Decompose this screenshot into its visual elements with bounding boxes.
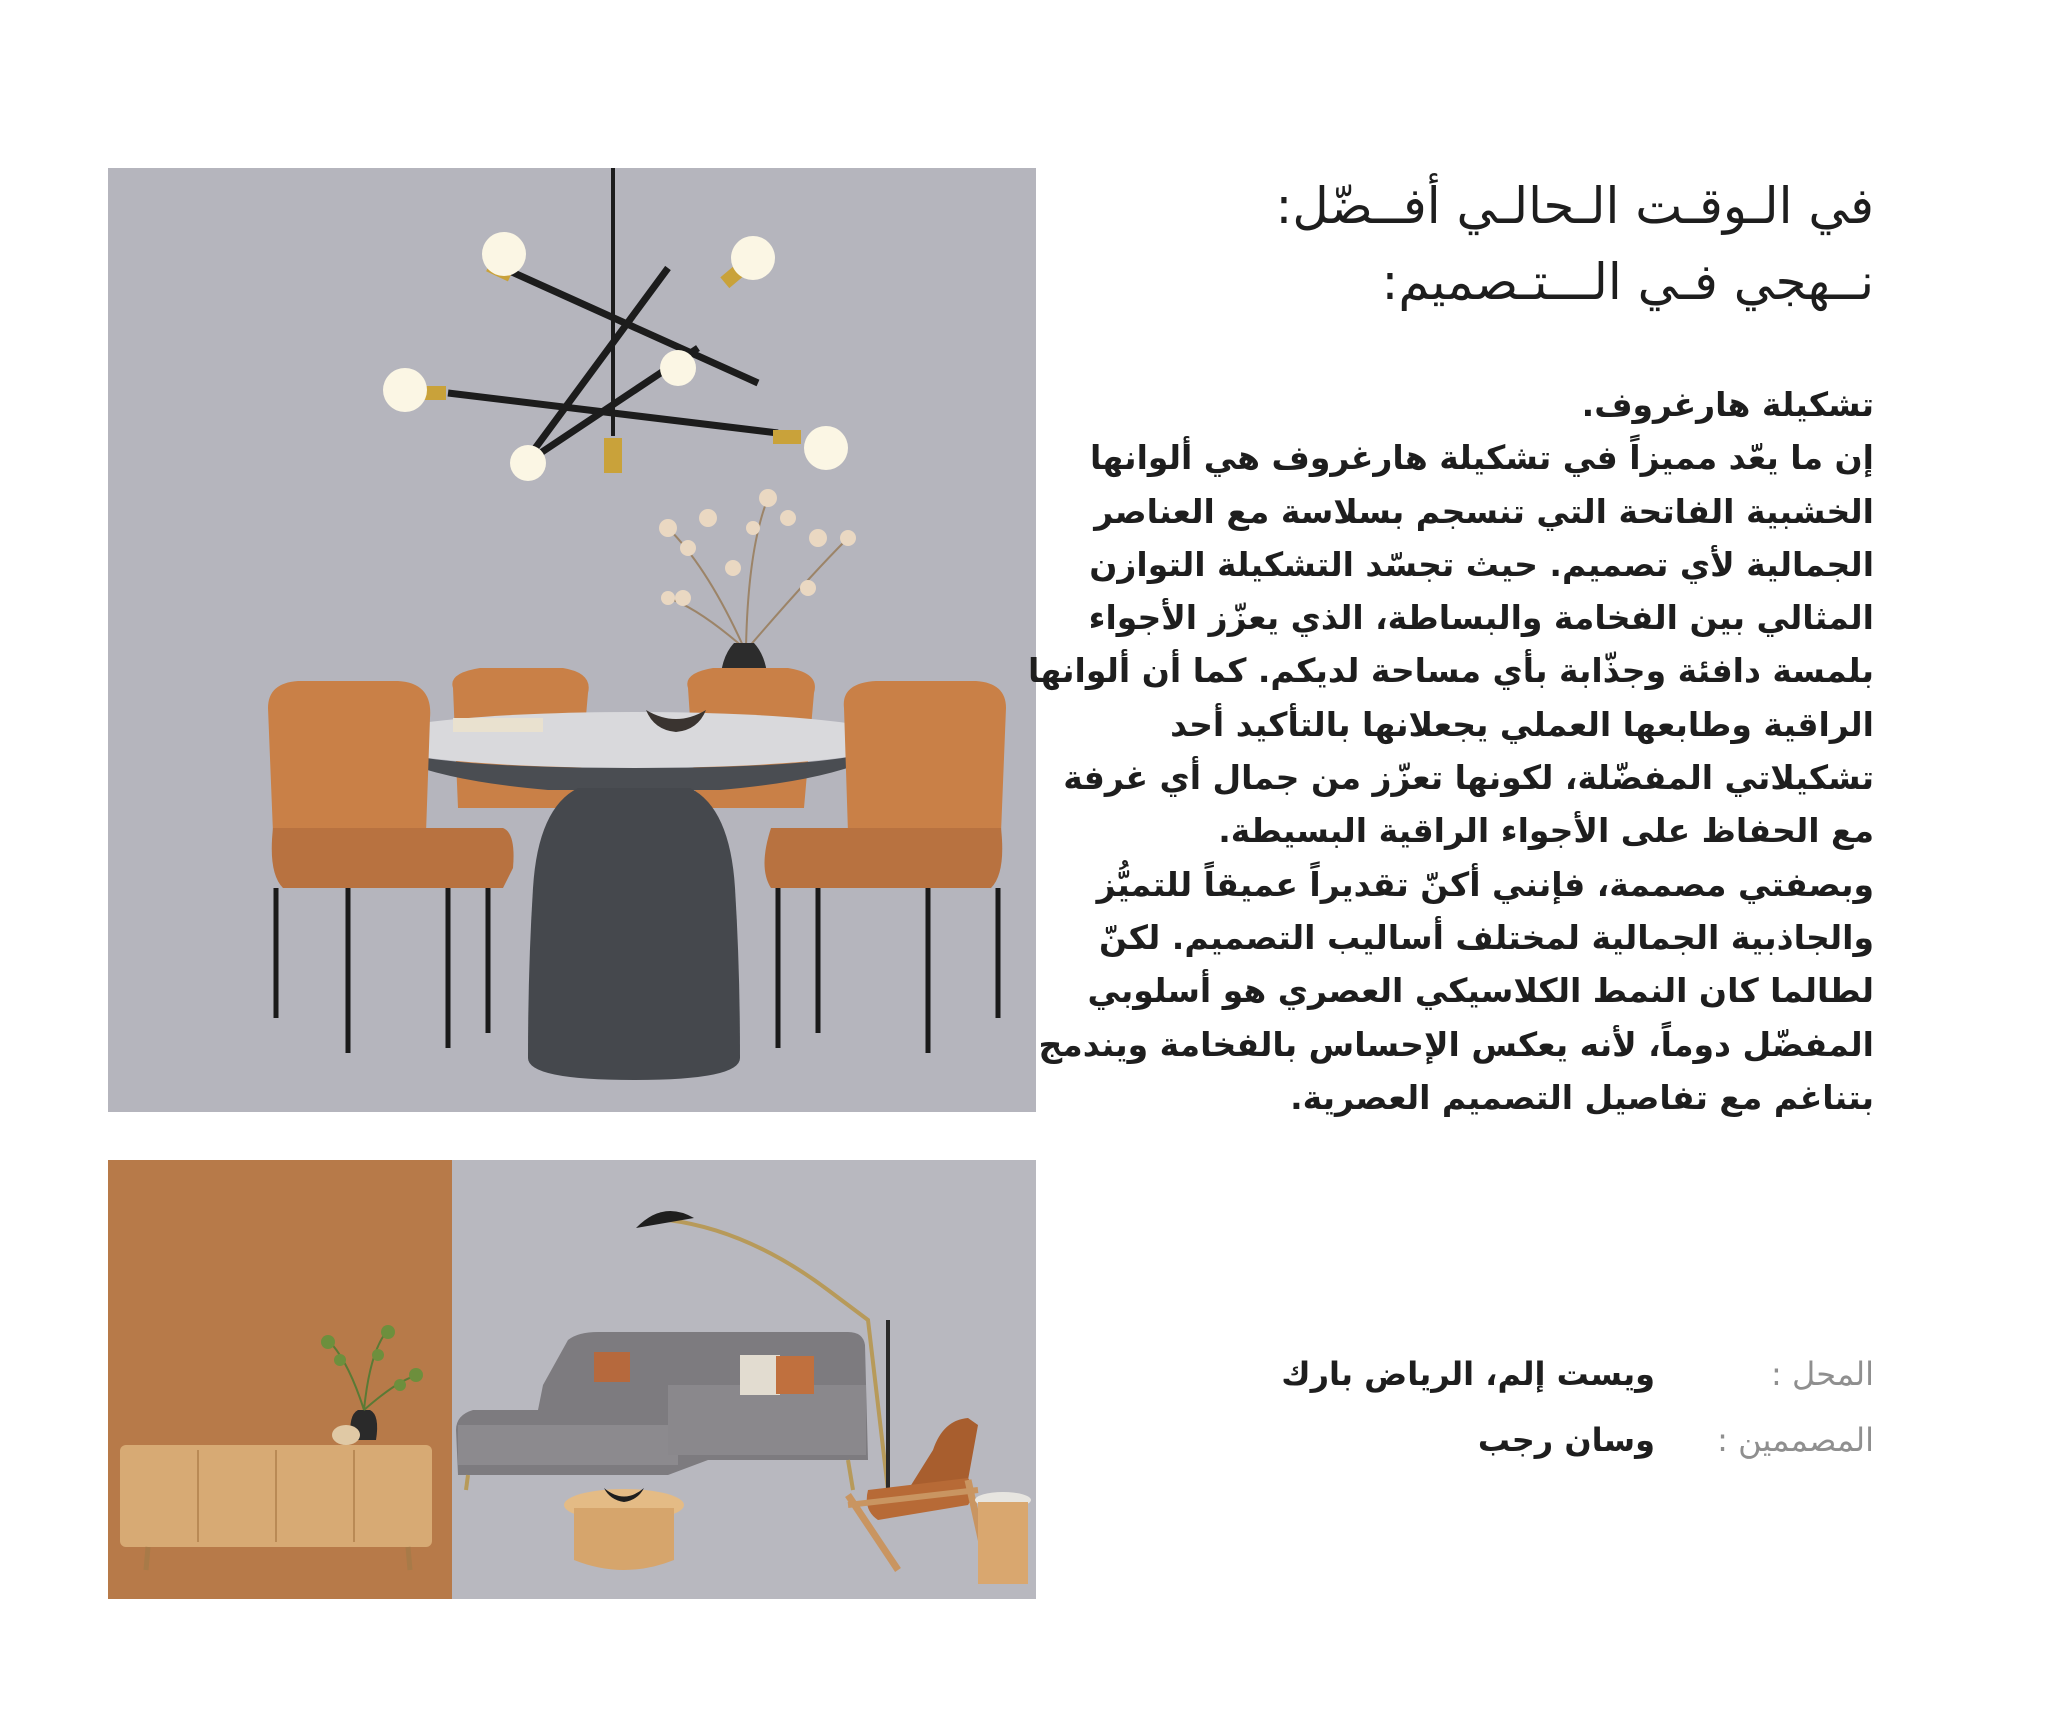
coffee-table (564, 1488, 684, 1570)
page-title (1114, 168, 1874, 320)
body-paragraph-2: وبصفتي مصممة، فإنني أكنّ تقديراً عميقاً للتميُّز والجاذبية الجمالية لمختلف أساليب التصميم. لكنّ لطالما كان النمط الكلاسيكي العصري هو أسلوبي المفضّل دوماً، لأنه يعكس الإحساس بالفخامة ويندمج بتناغم مع تفاصيل التصميم العصرية. (1038, 864, 1874, 1117)
store-detail-row (0, 1354, 2048, 1394)
designer-label: المصممين : (1717, 1421, 1874, 1459)
dining-moodboard-image (108, 168, 1036, 1112)
body-paragraph-1: إن ما يعّد مميزاً في تشكيلة هارغروف هي ألوانها الخشبية الفاتحة التي تنسجم بسلاسة مع العناصر الجمالية لأي تصميم. حيث تجسّد التشكيلة التوازن المثالي بين الفخامة والبساطة، الذي يعزّز الأجواء بلمسة دافئة وجذّابة بأي مساحة لديكم. كما أن ألوانها الراقية وطابعها العملي يجعلانها بالتأكيد أحد تشكيلاتي المفضّلة، لكونها تعزّز من جمال أي غرفة مع الحفاظ على الأجواء الراقية البسيطة. (1027, 438, 1874, 851)
collection-name: تشكيلة هارغروف. (1581, 385, 1874, 424)
chandelier (383, 168, 848, 481)
store-label: المحل : (1771, 1355, 1874, 1393)
article-body (1014, 378, 1874, 1124)
store-value: ويست إلم، الرياض بارك (1281, 1355, 1655, 1393)
headline-line-2: نــهجي فـي الـــتـصميم: (1381, 253, 1874, 311)
designer-value: وسان رجب (1477, 1421, 1655, 1459)
dining-set-illustration (108, 168, 1036, 1112)
headline-line-1: في الـوقـت الـحالـي أفــضّل: (1275, 177, 1874, 235)
side-table (975, 1492, 1031, 1584)
designer-detail-row (0, 1420, 2048, 1460)
